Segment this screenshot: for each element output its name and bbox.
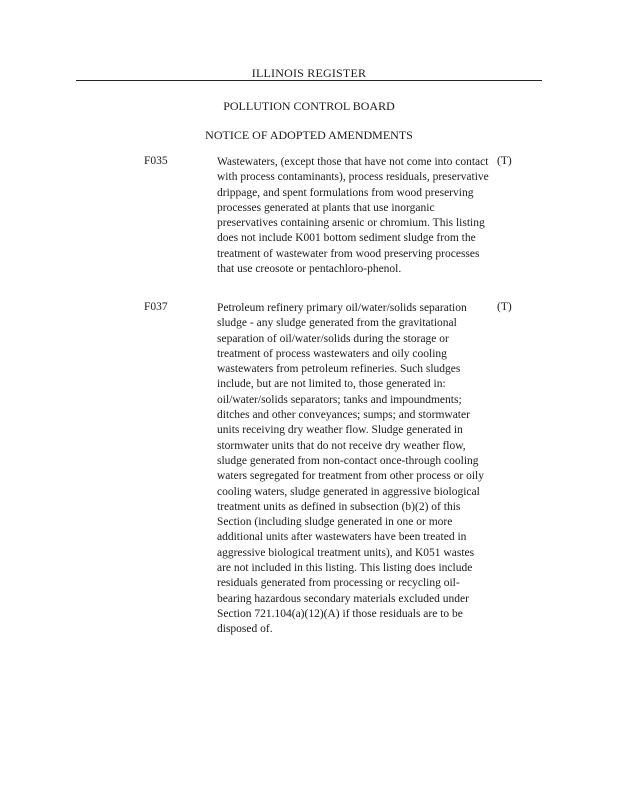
hazard-code: (T) <box>497 301 512 313</box>
waste-description: Petroleum refinery primary oil/water/solids separation sludge - any sludge generated from the gravitational separation of oil/water/solids during the storage or treatment of process wastewaters and oily cooling wastewaters from petroleum refineries. Such sludges include, but are not limited to, those generated in: oil/water/solids separators; tanks and impoundments; ditches and other conveyances; sumps; and stormwater units receiving dry weather flow. Sludge generated in stormwater units that do not receive dry weather flow, sludge generated from non-contact once-through cooling waters segregated for treatment from other process or oily cooling waters, sludge generated in aggressive biological treatment units as defined in subsection (b)(2) of this Section (including sludge generated in one or more additional units after wastewaters have been treated in aggressive biological treatment units), and K051 wastes are not included in this listing. This listing does include residuals generated from processing or recycling oil-bearing hazardous secondary materials excluded under Section 721.104(a)(12)(A) if those residuals are to be disposed of. <box>217 302 484 636</box>
waste-description: Wastewaters, (except those that have not come into contact with process contaminants), process residuals, preservative drippage, and spent formulations from wood preserving processes generated at plants that use inorganic preservatives containing arsenic or chromium. This listing does not include K001 bottom sediment sludge from the treatment of wastewater from wood preserving processes that use creosote or pentachloro-phenol. <box>217 156 489 276</box>
waste-code: F035 <box>144 155 168 167</box>
notice-title: NOTICE OF ADOPTED AMENDMENTS <box>205 128 413 142</box>
header-rule <box>76 80 542 81</box>
register-title: ILLINOIS REGISTER <box>251 66 367 80</box>
board-title: POLLUTION CONTROL BOARD <box>223 99 395 113</box>
hazard-code: (T) <box>497 155 512 167</box>
waste-code: F037 <box>144 301 168 313</box>
